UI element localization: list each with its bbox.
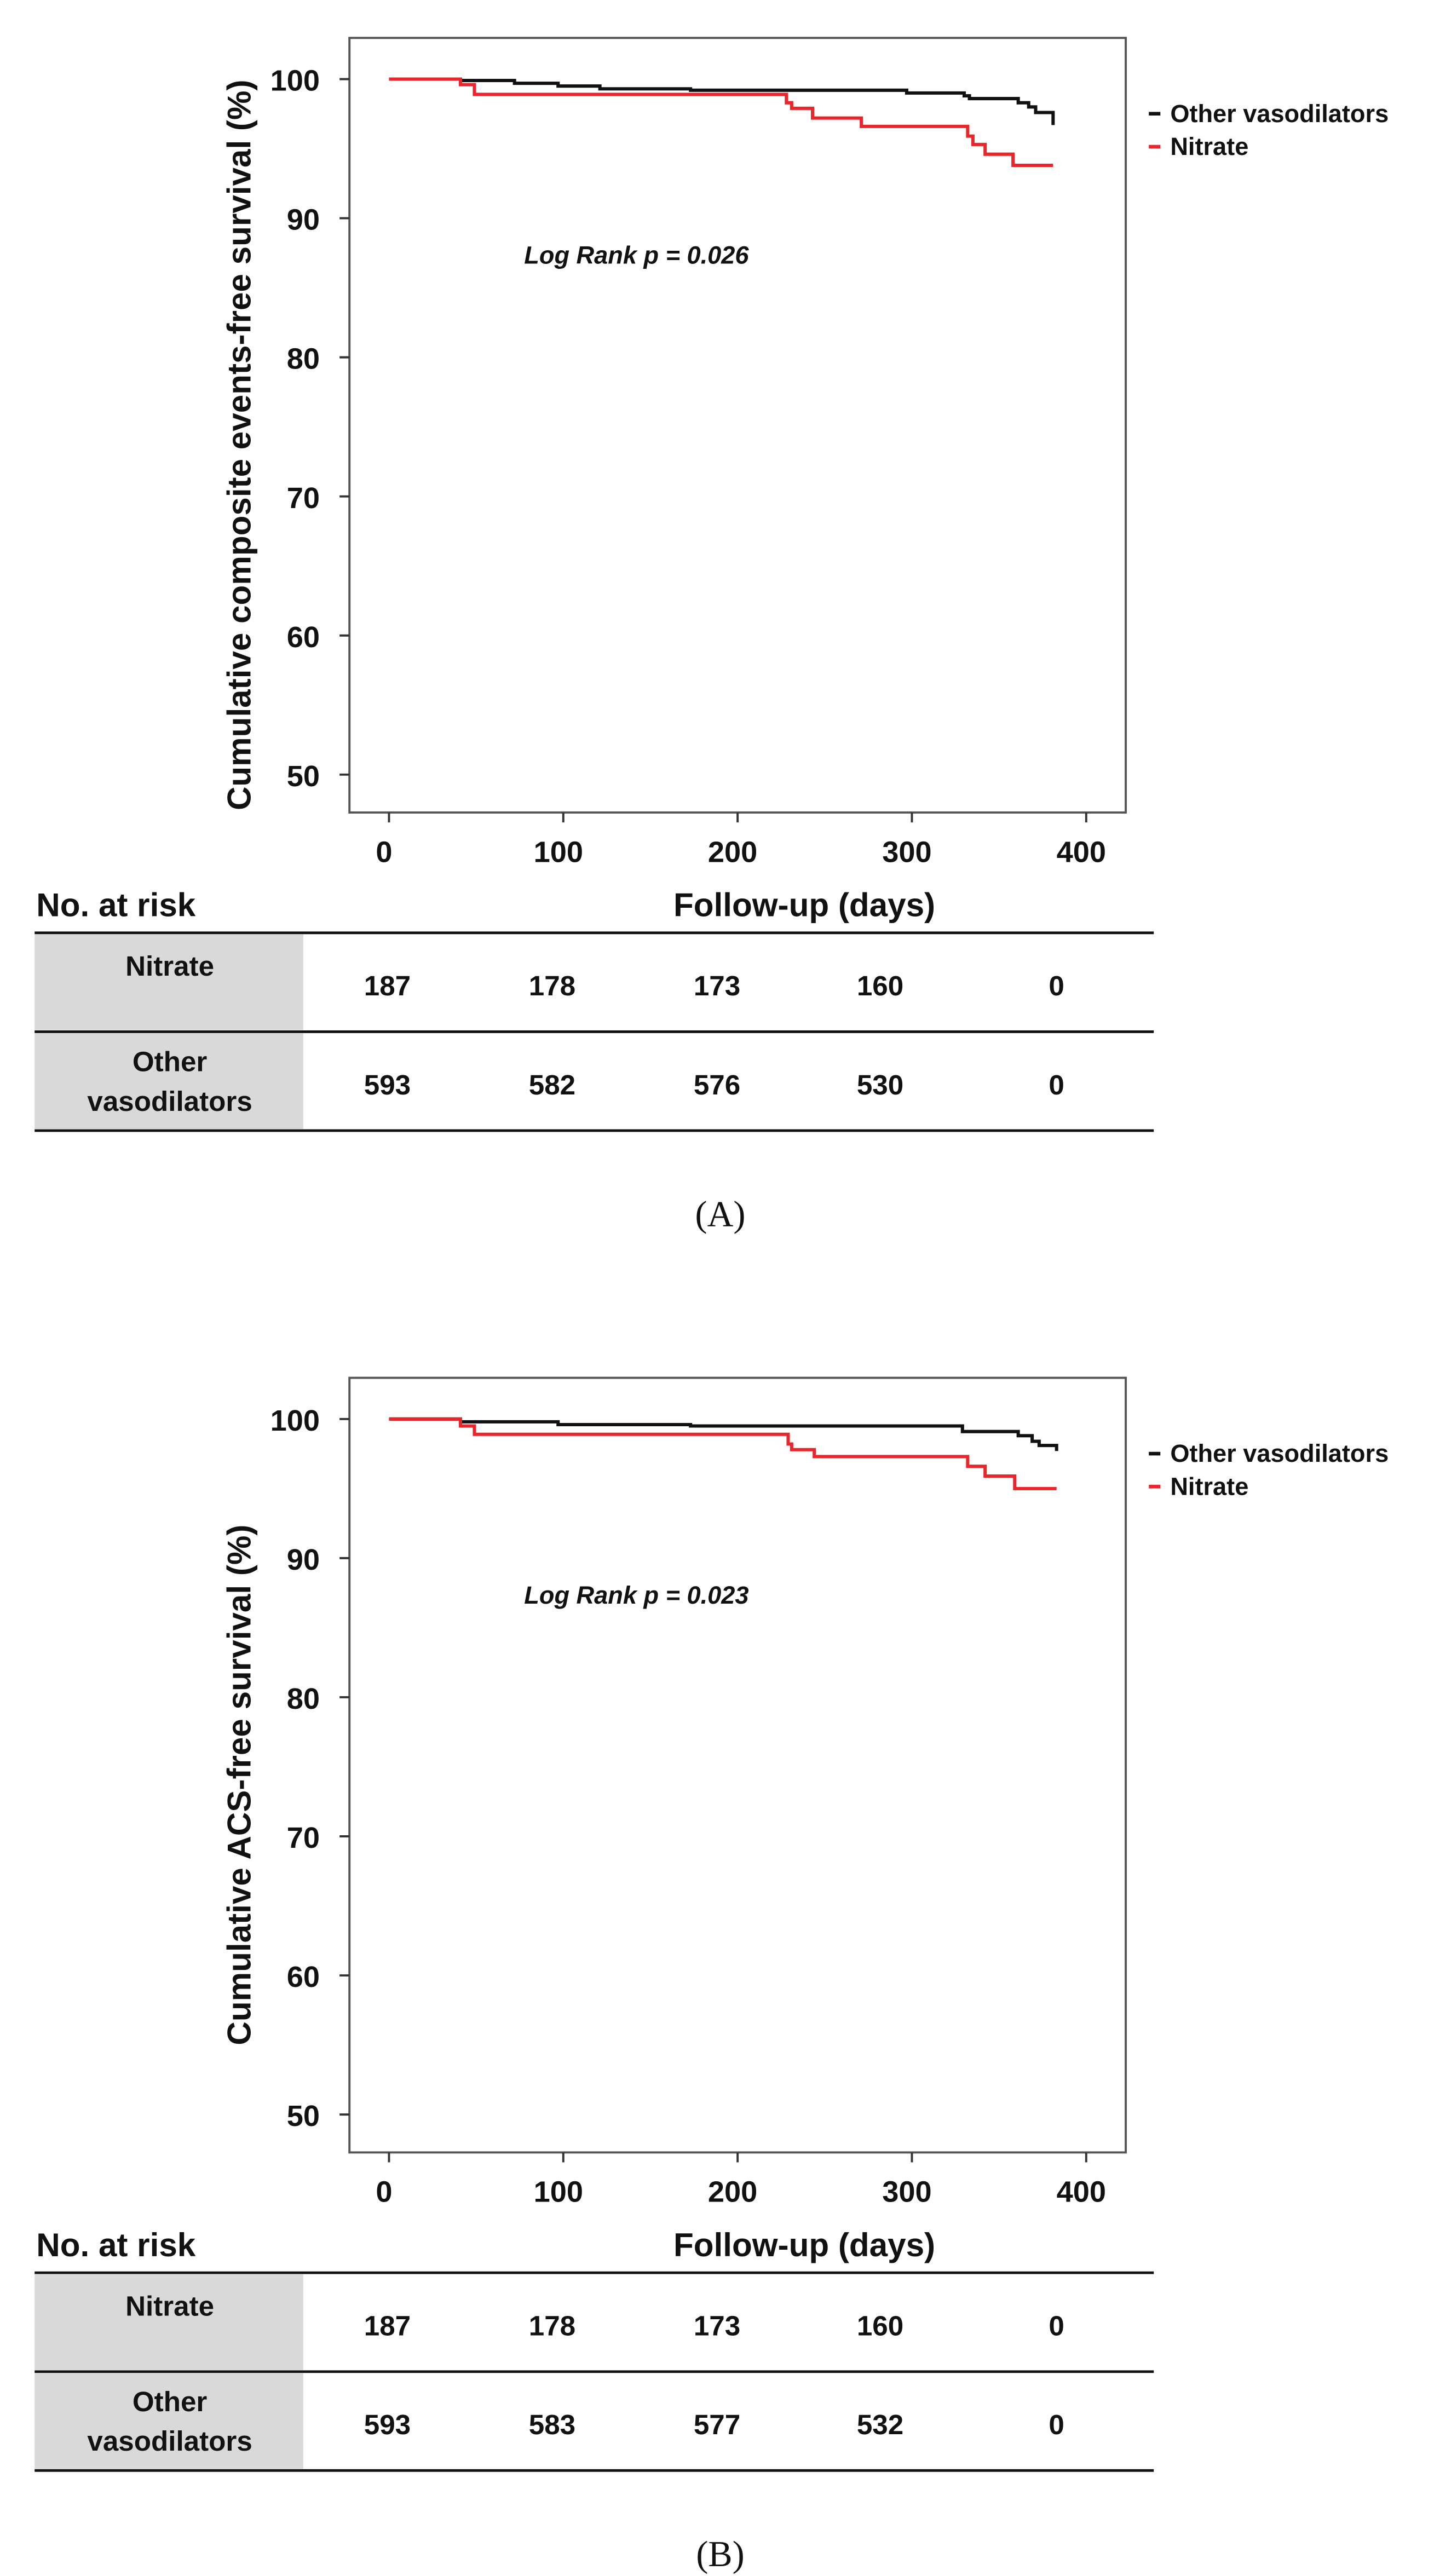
risk-count: 160 bbox=[856, 2310, 904, 2342]
risk-count: 583 bbox=[528, 2409, 576, 2441]
risk-count: 530 bbox=[856, 1069, 904, 1100]
y-tick-label: 70 bbox=[286, 1822, 320, 1855]
risk-count: 0 bbox=[1049, 1069, 1064, 1100]
risk-row-label: vasodilators bbox=[87, 1085, 252, 1117]
panel-a bbox=[34, 38, 1389, 1234]
legend-label: Other vasodilators bbox=[1170, 1439, 1389, 1468]
y-tick-label: 70 bbox=[286, 481, 320, 515]
y-tick-label: 60 bbox=[286, 1961, 320, 1994]
x-tick-label: 300 bbox=[882, 2175, 932, 2209]
risk-count: 187 bbox=[364, 2310, 411, 2342]
risk-count: 593 bbox=[364, 2409, 411, 2441]
risk-row-label: Other bbox=[132, 2385, 208, 2417]
risk-row-label: Nitrate bbox=[125, 2290, 215, 2322]
log-rank-annotation: Log Rank p = 0.023 bbox=[524, 1581, 749, 1609]
risk-table-header: No. at risk bbox=[36, 886, 196, 924]
risk-count: 0 bbox=[1049, 2409, 1064, 2441]
x-tick-label: 400 bbox=[1056, 2175, 1106, 2209]
panel-label: (B) bbox=[696, 2534, 745, 2574]
x-tick-label: 100 bbox=[533, 835, 583, 869]
plot-frame bbox=[349, 1378, 1126, 2153]
legend-label: Nitrate bbox=[1170, 1472, 1249, 1501]
risk-count: 0 bbox=[1049, 970, 1064, 1002]
risk-row-label-cell bbox=[34, 2274, 303, 2370]
y-tick-label: 60 bbox=[286, 620, 320, 654]
y-tick-label: 80 bbox=[286, 1682, 320, 1716]
x-tick-label: 0 bbox=[376, 835, 393, 869]
x-axis-title: Follow-up (days) bbox=[673, 2227, 936, 2264]
y-tick-label: 100 bbox=[270, 64, 320, 97]
risk-count: 576 bbox=[693, 1069, 741, 1100]
y-tick-label: 90 bbox=[286, 1543, 320, 1576]
y-tick-label: 50 bbox=[286, 759, 320, 793]
risk-count: 178 bbox=[528, 970, 576, 1002]
risk-count: 187 bbox=[364, 970, 411, 1002]
y-tick-label: 50 bbox=[286, 2100, 320, 2133]
risk-table-header: No. at risk bbox=[36, 2227, 196, 2264]
x-axis-title: Follow-up (days) bbox=[673, 886, 936, 924]
legend-label: Nitrate bbox=[1170, 132, 1249, 160]
risk-row-label: Other bbox=[132, 1046, 208, 1077]
risk-count: 178 bbox=[528, 2310, 576, 2342]
x-tick-label: 0 bbox=[376, 2175, 393, 2209]
y-axis-title: Cumulative composite events-free survival (%) bbox=[221, 79, 258, 811]
x-tick-label: 400 bbox=[1056, 835, 1106, 869]
y-tick-label: 90 bbox=[286, 203, 320, 237]
risk-count: 532 bbox=[856, 2409, 904, 2441]
risk-count: 0 bbox=[1049, 2310, 1064, 2342]
risk-row-label-cell bbox=[34, 935, 303, 1030]
risk-count: 173 bbox=[693, 970, 741, 1002]
risk-count: 160 bbox=[856, 970, 904, 1002]
risk-row-label: vasodilators bbox=[87, 2425, 252, 2457]
x-tick-label: 100 bbox=[533, 2175, 583, 2209]
y-tick-label: 100 bbox=[270, 1404, 320, 1437]
legend-label: Other vasodilators bbox=[1170, 99, 1389, 128]
survival-curve-nitrate bbox=[389, 1419, 1056, 1489]
panel-label: (A) bbox=[695, 1194, 746, 1235]
x-tick-label: 300 bbox=[882, 835, 932, 869]
x-tick-label: 200 bbox=[707, 835, 758, 869]
risk-count: 582 bbox=[528, 1069, 576, 1100]
x-tick-label: 200 bbox=[707, 2175, 758, 2209]
survival-curve-other-vasodilators bbox=[389, 79, 1053, 125]
y-tick-label: 80 bbox=[286, 342, 320, 376]
log-rank-annotation: Log Rank p = 0.026 bbox=[524, 241, 749, 269]
risk-row-label: Nitrate bbox=[125, 950, 215, 982]
panel-b bbox=[34, 1378, 1389, 2574]
risk-count: 173 bbox=[693, 2310, 741, 2342]
risk-count: 593 bbox=[364, 1069, 411, 1100]
risk-count: 577 bbox=[693, 2409, 741, 2441]
y-axis-title: Cumulative ACS-free survival (%) bbox=[221, 1524, 258, 2045]
